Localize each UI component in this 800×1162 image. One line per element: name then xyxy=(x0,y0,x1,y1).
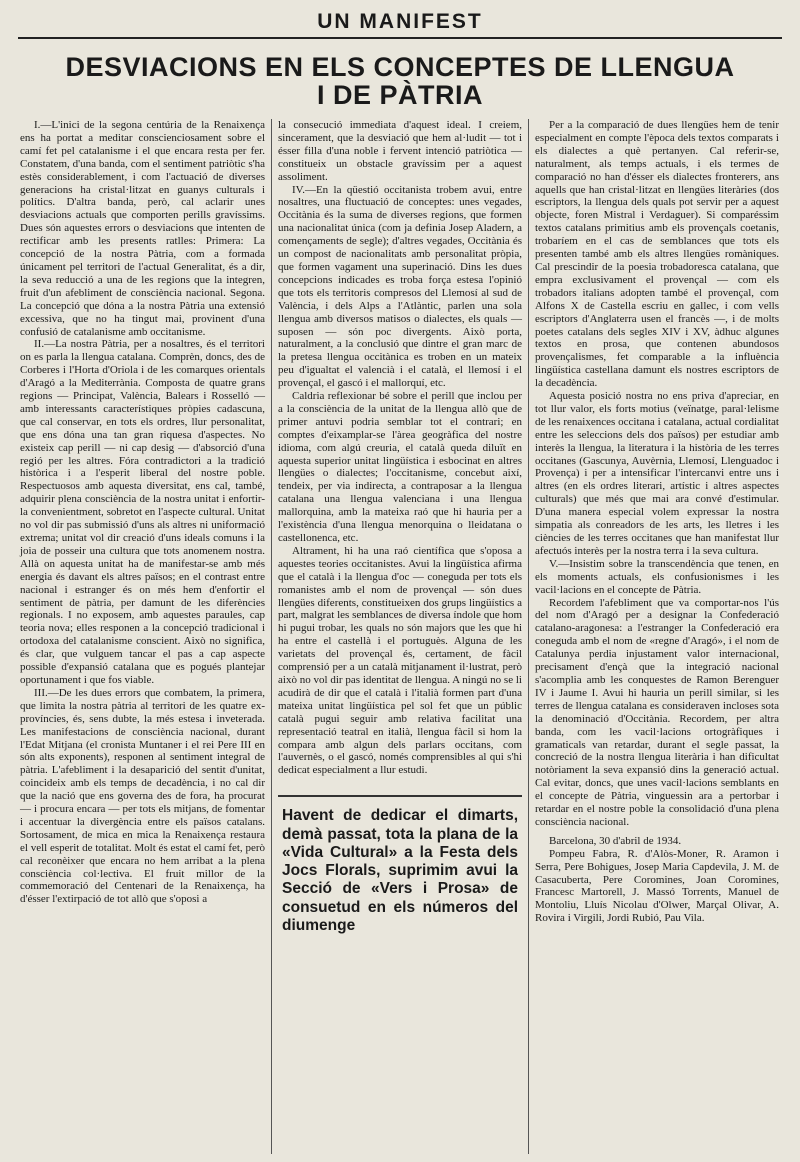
signatories: Pompeu Fabra, R. d'Alòs-Moner, R. Aramon i Serra, Pere Bohigues, Josep Maria Capdevila, J. M. de Casacuberta, Pere Coromines, Joan Coromines, Francesc Martorell, J. Massó Torrents, Manuel de Montoliu, Lluís Nicolau d'Olwer, Marçal Olivar, A. Rovira i Virgili, Jordi Rubió, Pau Vila. xyxy=(535,847,779,925)
editorial-notice: Havent de dedicar el dimarts, demà passat, tota la plana de la «Vida Cultural» a la Festa dels Jocs Florals, suprimim avui la Secció de «Vers i Prosa» de consuetud en els números del diumenge xyxy=(278,795,522,935)
paragraph: Recordem l'afebliment que va comportar-nos l'ús del nom d'Aragó per a designar la Confederació catalano-aragonesa: a l'estranger la Confederació era coneguda amb el nom de «regne d'Aragó», i el nom de Catalunya perdia injustament valor internacional, precisament d'ençà que la integració nacional s'acomplia amb les conquestes de Ramon Berenguer IV i Jaume I. Avui hi hauria un perill similar, si les terres de llengua catalana es consideraven incloses sota la denominació d'Occitània. Recordem, per altra banda, com les vacil·lacions ortogràfiques i gramaticals van retardar, durant el segle passat, la concreció de la nostra llengua literària i han dificultat notòriament la seva expansió dins la generació actual. Cal evitar, doncs, que unes vacil·lacions semblants en el concepte de Pàtria, vinguessin ara a pertorbar i retardar en el nostre poble la consolidació d'una plena consciència nacional. xyxy=(535,596,779,828)
headline xyxy=(14,53,786,109)
paragraph: II.—La nostra Pàtria, per a nosaltres, és el territori on es parla la llengua catalana. Comprèn, doncs, des de Corberes i l'Horta d'Oriola i de les comarques orientals d'Aragó a la Mediterrània. Composta de quatre grans regions — Principat, València, Balears i Rosselló — amb interessants característiques pròpies cadascuna, que cal conservar, en tots els ordres, llur personalitat, que ens dóna una tan gran riquesa d'aspectes. No existeix cap perill — ni cap desig — d'absorció d'una regió per les altres. Fóra contradictori a la tradició històrica i a l'esperit liberal del nostre poble. Respectuosos amb aquesta diversitat, ens cal, també, adquirir plena consciència de la nostra unitat i enfortir-la convenientment, sobretot en l'aspecte cultural. Unitat no vol dir pas submissió d'uns als altres ni uniformació extrema; unitat vol dir creació d'uns ideals comuns i la joia de posseir una cultura que tots anomenem nostra. Allà on aquesta unitat ha de manifestar-se amb més energia és davant els altres països; en el contrast entre nacional i estranger és on més hem d'enfortir el sentiment de pàtria, per damunt de les diferències regionals. I no exposem, amb aquestes paraules, cap teoria nova; elles responen a la concepció tradicional i ortodoxa del catalanisme conscient. Això no significa, és clar, que vulguem tancar el pas a cap aspecte possible d'expansió catalana que es pogués plantejar oportunament i que fos viable. xyxy=(20,338,265,686)
headline-line-1: DESVIACIONS EN ELS CONCEPTES DE LLENGUA xyxy=(65,52,735,82)
article-columns xyxy=(14,119,786,1154)
column-1 xyxy=(14,119,271,1154)
paragraph: III.—De les dues errors que combatem, la primera, que limita la nostra pàtria al territori de les quatre ex-províncies, és, sens dubte, la més estesa i inveterada. Les manifestacions de consciència nacional, durant l'Edat Mitjana (el cronista Muntaner i el rei Pere III en són alts exponents), responen al sentiment integral de pàtria. L'afebliment i la desaparició del sentit d'unitat, coincideix amb els temps de decadència, i no cal dir que la nació que ens governa des de fora, ha procurat — i procura encara — per tots els mitjans, de fomentar i accentuar la divergència entre els països catalans. Sortosament, de mica en mica la Renaixença restaura el vell esperit de totalitat. Molt és estat el camí fet, però cal reconèixer que encara no hem arribat a la plena consciència col·lectiva. El fruit millor de la commemoració del Centenari de la Renaixença, ha d'ésser l'extirpació de tot allò que s'oposi a xyxy=(20,686,265,906)
headline-line-2: I DE PÀTRIA xyxy=(316,80,483,110)
paragraph: IV.—En la qüestió occitanista trobem avui, entre nosaltres, una fluctuació de conceptes: unes vegades, Occitània és la suma de diverses regions, que formen una nacionalitat única (com ja definia Josep Aladern, a començaments de segle); d'altres vegades, Occitània és un compost de nacionalitats amb personalitat pròpia, que formen vagament una superinació. Dins les dues concepcions indicades es troba força estesa l'opinió que tots els territoris compresos del Llemosí al sud de València, i dels Alps a l'Atlàntic, parlen una sola llengua amb diversos matisos o dialectes, els quals — suposen — són poc divergents. Això porta, naturalment, a la conclusió que dintre el gran marc de la pretesa llengua occitànica es troben en un mateix peu d'igualtat el valencià i el català, el llemosí i el provençal, el gascó i el mallorquí, etc. xyxy=(278,183,522,390)
section-kicker: UN MANIFEST xyxy=(317,10,483,33)
signoff xyxy=(535,835,779,925)
paragraph: la consecució immediata d'aquest ideal. I creiem, sincerament, que la desviació que hem al·ludit — tot i ésser filla d'una noble i fervent intenció patriòtica — constitueix un obstacle gravíssim per a aquest assoliment. xyxy=(278,119,522,183)
column-3 xyxy=(528,119,785,1154)
column-2 xyxy=(271,119,528,1154)
paragraph: Aquesta posició nostra no ens priva d'apreciar, en tot llur valor, els forts motius (veïnatge, paral·lelisme de les renaixences occitana i catalana, actual cordialitat entre les seleccions dels dos països) per estudiar amb interès la llengua, la literatura i la història de les terres occitanes (Gascunya, Auvèrnia, Llemosí, Llenguadoc i Provença) i per a intensificar l'intercanvi entre uns i altres (en els ordres literari, artístic i altres aspectes culturals) que més que mai ara convé d'estimular. D'una manera especial volem expressar la nostra simpatia als conreadors de les arts, les lletres i les ciències de les terres occitanes que han manifestat llur afectuós interès per la nostra terra i la seva cultura. xyxy=(535,390,779,557)
paragraph: Caldria reflexionar bé sobre el perill que inclou per a la consciència de la unitat de la llengua allò que de primer antuvi podria semblar tot el contrari; en comptes d'eixamplar-se l'àrea geogràfica del nostre idioma, com algú creuria, el català queda diluït en aquesta superior unitat lingüística i esbocinat en altres llengües o dialectes; l'occitanisme, concebut així, tendeix, per via indirecta, a contraposar a la llengua catalana una llengua valenciana i una llengua mallorquina, amb la mateixa raó que hi hauria per a l'existència d'una llengua menorquina o lleidatana o castellonenca, etc. xyxy=(278,390,522,544)
paragraph: V.—Insistim sobre la transcendència que tenen, en els moments actuals, els confusionismes i les vacil·lacions en el concepte de Pàtria. xyxy=(535,557,779,596)
dateline: Barcelona, 30 d'abril de 1934. xyxy=(549,834,682,847)
paragraph: I.—L'inici de la segona centúria de la Renaixença ens ha portat a meditar conscienciosament sobre el camí fet pel catalanisme i el que encara resta per fer. Constatem, d'una banda, com el sentiment patriòtic s'ha estès considerablement, i com l'actuació de diverses generacions ha cristal·litzat en guanys culturals i polítics. D'altra banda, però, cal aclarir unes desviacions actuals que comporten perills gravíssims. Dues són aquestes errors o desviacions que intenten de rectificar amb les presents ratlles: Primera: La concepció de la nostra Pàtria, com a formada únicament pel territori de l'actual Generalitat, és a dir, la seva reducció a una de les regions que la integren, fruit d'un afebliment de consciència nacional. Segona. La concepció que dóna a la nostra Pàtria una extensió excessiva, que no ha tingut mai, provinent d'una confusió de catalanisme amb occitanisme. xyxy=(20,119,265,338)
paragraph: Altrament, hi ha una raó científica que s'oposa a aquestes teories occitanistes. Avui la lingüística afirma que el català i la llengua d'oc — coneguda per tots els romanistes amb el nom de provençal — són dues llengües diferents, constitueixen dos grups lingüístics a part, malgrat les semblances de diversa índole que hom hi pugui trobar, les quals no són majors que les que hi ha entre el castellà i el portuguès. Alguna de les varietats del provençal és, certament, de fàcil comprensió per a un català mitjanament il·lustrat, però això no vol dir pas identitat de llengua. A ningú no se li acudirà de dir que el català i l'italià formen part d'una mateixa unitat lingüística pel sol fet que un públic català pugui seguir amb relativa facilitat una representació teatral en italià, llengua fàcil si hom la compara amb algun dels parlars occitans, com l'auvernès, o el gascó, només comprensibles al qui s'hi dedicat especialment a llur estudi. xyxy=(278,544,522,777)
kicker-rule xyxy=(18,37,782,39)
paragraph: Per a la comparació de dues llengües hem de tenir especialment en compte l'època dels textos comparats i els dialectes a què pertanyen. Cal referir-se, naturalment, als temps actuals, i els termes de comparació no han d'ésser els dialectes fronterers, ans aquells que han cristal·litzat en llengües literàries (dos escriptors, la llengua dels quals pot servir per a aquest objecte, foren Mistral i Verdaguer). Si comparéssim textos catalans primitius amb els provençals coetanis, trobaríem en el cas de semblances que tots els presenten també amb els altres llengües romàniques. Cal prescindir de la poesia trobadoresca catalana, que empra exclusivament el provençal — com els trobadors italians adopten també el provençal, com Alfons X de Castella escriu en gallec, i com vells escriptors d'Anglaterra usen el francès —, i de molts poetes catalans dels segles XIV i XV, àdhuc algunes textos en prosa, que contenen abundosos provençalismes, fet comparable a la influència lingüística castellana damunt els nostres escriptors de la decadència. xyxy=(535,119,779,390)
